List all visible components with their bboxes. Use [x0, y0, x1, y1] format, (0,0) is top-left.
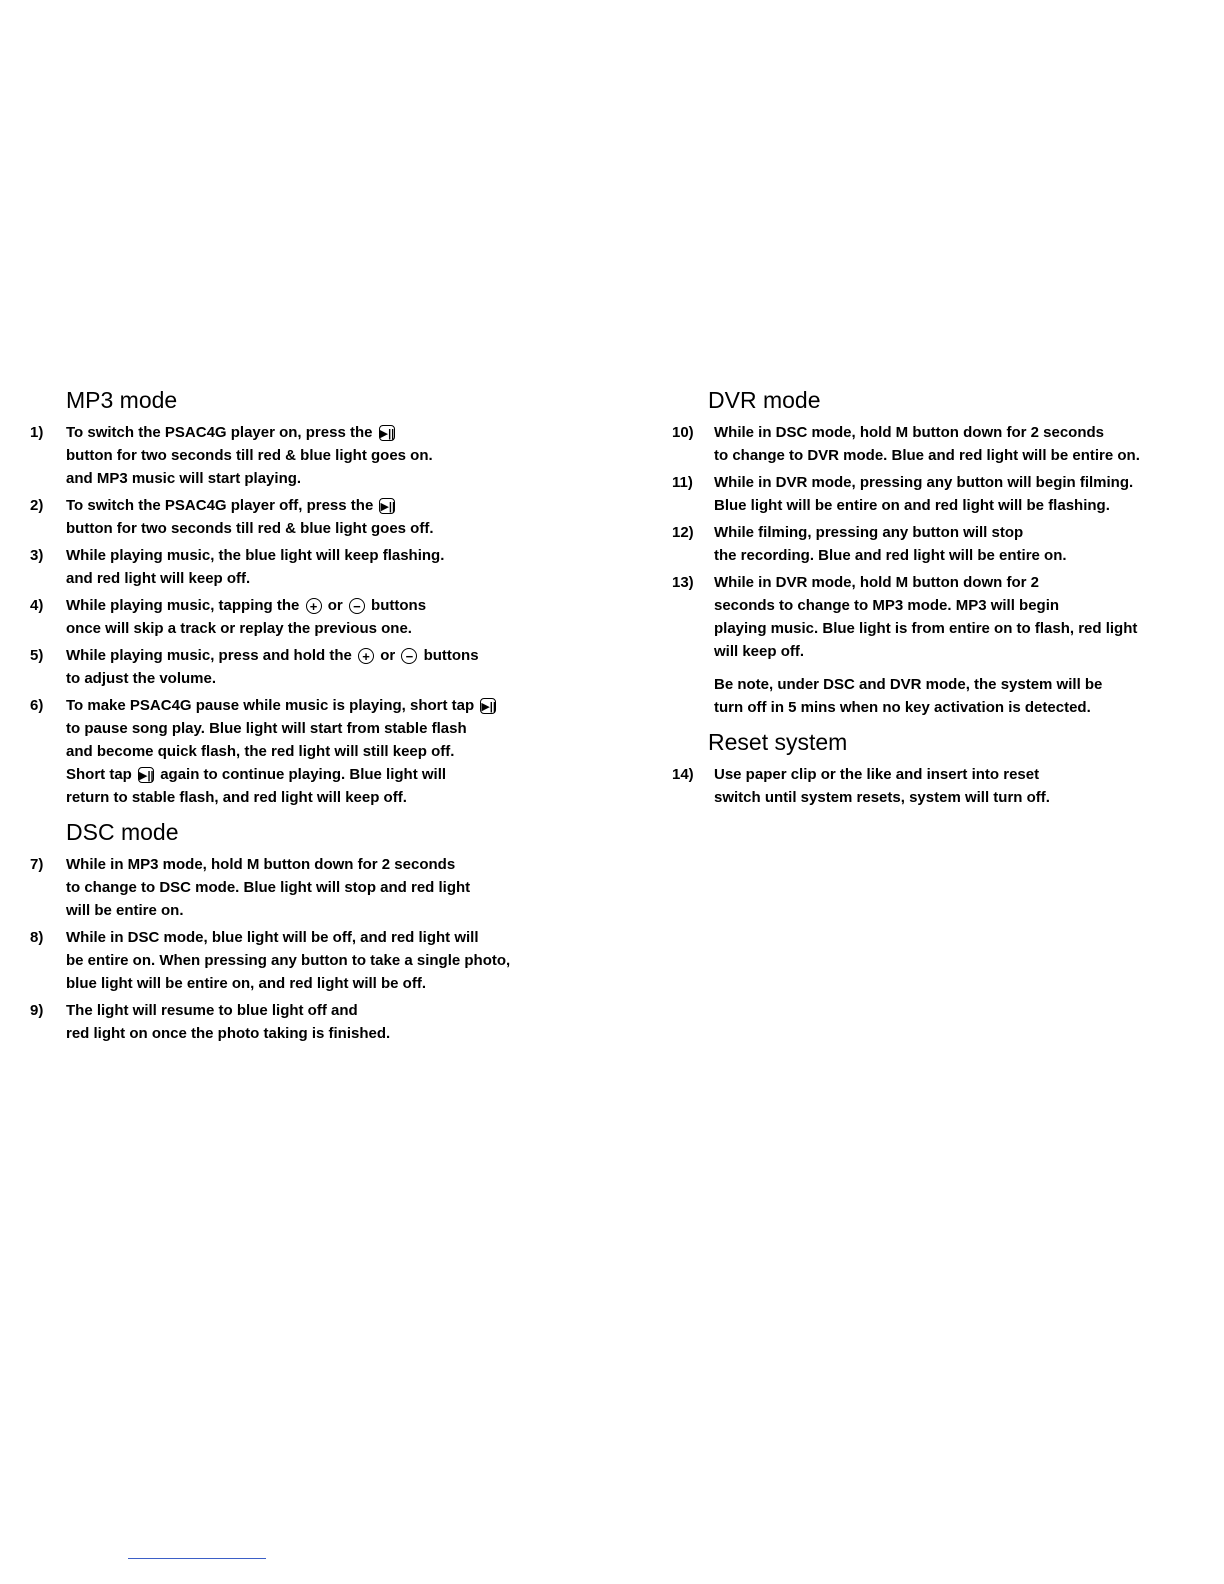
play-pause-icon: ▶||	[480, 698, 496, 714]
dsc-mode-heading: DSC mode	[66, 819, 179, 845]
mp3-mode-heading: MP3 mode	[66, 387, 178, 413]
item-text: to change to DSC mode. Blue light will stop and red light	[66, 879, 471, 896]
list-item-1	[30, 421, 590, 490]
play-pause-icon: ▶||	[379, 498, 395, 514]
list-item-13	[672, 571, 1212, 663]
item-text: return to stable flash, and red light will keep off.	[66, 789, 407, 806]
list-item-5	[30, 644, 590, 690]
item-number: 3)	[30, 547, 44, 564]
item-text: switch until system resets, system will turn off.	[714, 789, 1050, 806]
list-item-12	[672, 521, 1212, 567]
item-text: To switch the PSAC4G player off, press the	[66, 497, 374, 514]
item-text: The light will resume to blue light off and	[66, 1002, 358, 1019]
item-text: red light on once the photo taking is finished.	[66, 1025, 391, 1042]
footnote-separator	[128, 1558, 266, 1559]
list-item-9	[30, 999, 590, 1045]
item-text: again to continue playing. Blue light will	[160, 766, 447, 783]
item-text: playing music. Blue light is from entire on to flash, red light	[714, 620, 1138, 637]
item-number: 1)	[30, 424, 44, 441]
item-number: 2)	[30, 497, 44, 514]
item-text: While in MP3 mode, hold M button down for 2 seconds	[66, 856, 456, 873]
list-item-7	[30, 853, 590, 922]
item-text: While in DVR mode, pressing any button will begin filming.	[714, 474, 1134, 491]
list-item-8	[30, 926, 590, 995]
item-text: the recording. Blue and red light will be entire on.	[714, 547, 1067, 564]
reset-system-heading: Reset system	[708, 729, 848, 755]
minus-icon: −	[401, 648, 417, 664]
item-text: to pause song play. Blue light will start from stable flash	[66, 720, 467, 737]
item-text: While playing music, the blue light will keep flashing.	[66, 547, 445, 564]
item-text: to change to DVR mode. Blue and red light will be entire on.	[714, 447, 1140, 464]
item-number: 12)	[672, 524, 694, 541]
item-text: While playing music, press and hold the	[66, 647, 352, 664]
item-text: seconds to change to MP3 mode. MP3 will begin	[714, 597, 1060, 614]
item-number: 14)	[672, 766, 694, 783]
item-text: be entire on. When pressing any button to take a single photo,	[66, 952, 511, 969]
left-column	[30, 385, 590, 1049]
item-number: 6)	[30, 697, 44, 714]
item-number: 13)	[672, 574, 694, 591]
play-pause-icon: ▶||	[379, 425, 395, 441]
note-text: Be note, under DSC and DVR mode, the system will be	[714, 676, 1103, 693]
item-text: To make PSAC4G pause while music is playing, short tap	[66, 697, 475, 714]
item-text: button for two seconds till red & blue light goes on.	[66, 447, 433, 464]
item-text: will keep off.	[714, 643, 805, 660]
item-text: and MP3 music will start playing.	[66, 470, 302, 487]
list-item-6	[30, 694, 590, 809]
item-number: 4)	[30, 597, 44, 614]
play-pause-icon: ▶||	[138, 767, 154, 783]
plus-icon: +	[358, 648, 374, 664]
item-text: buttons	[371, 597, 427, 614]
list-item-14	[672, 763, 1212, 809]
item-number: 10)	[672, 424, 694, 441]
item-text: Blue light will be entire on and red light will be flashing.	[714, 497, 1110, 514]
item-number: 11)	[672, 474, 693, 491]
item-text: blue light will be entire on, and red light will be off.	[66, 975, 427, 992]
item-text: or	[327, 597, 343, 614]
item-text: While in DSC mode, hold M button down for 2 seconds	[714, 424, 1104, 441]
item-number: 8)	[30, 929, 44, 946]
item-text: and become quick flash, the red light will still keep off.	[66, 743, 455, 760]
item-text: While playing music, tapping the	[66, 597, 300, 614]
item-number: 7)	[30, 856, 44, 873]
item-text: once will skip a track or replay the previous one.	[66, 620, 412, 637]
right-column	[672, 385, 1212, 813]
plus-icon: +	[306, 598, 322, 614]
item-text: While filming, pressing any button will stop	[714, 524, 1024, 541]
item-text: To switch the PSAC4G player on, press the	[66, 424, 373, 441]
auto-off-note	[714, 673, 1212, 719]
list-item-2	[30, 494, 590, 540]
item-text: to adjust the volume.	[66, 670, 217, 687]
item-text: and red light will keep off.	[66, 570, 251, 587]
list-item-4	[30, 594, 590, 640]
item-text: While in DVR mode, hold M button down for 2	[714, 574, 1039, 591]
item-number: 5)	[30, 647, 44, 664]
item-text: button for two seconds till red & blue light goes off.	[66, 520, 434, 537]
minus-icon: −	[349, 598, 365, 614]
note-text: turn off in 5 mins when no key activation is detected.	[714, 699, 1091, 716]
list-item-10	[672, 421, 1212, 467]
item-text: or	[380, 647, 396, 664]
item-number: 9)	[30, 1002, 44, 1019]
item-text: buttons	[423, 647, 479, 664]
item-text: While in DSC mode, blue light will be off, and red light will	[66, 929, 479, 946]
dvr-mode-heading: DVR mode	[708, 387, 821, 413]
item-text: Short tap	[66, 766, 132, 783]
item-text: Use paper clip or the like and insert into reset	[714, 766, 1040, 783]
list-item-11	[672, 471, 1212, 517]
list-item-3	[30, 544, 590, 590]
item-text: will be entire on.	[66, 902, 184, 919]
